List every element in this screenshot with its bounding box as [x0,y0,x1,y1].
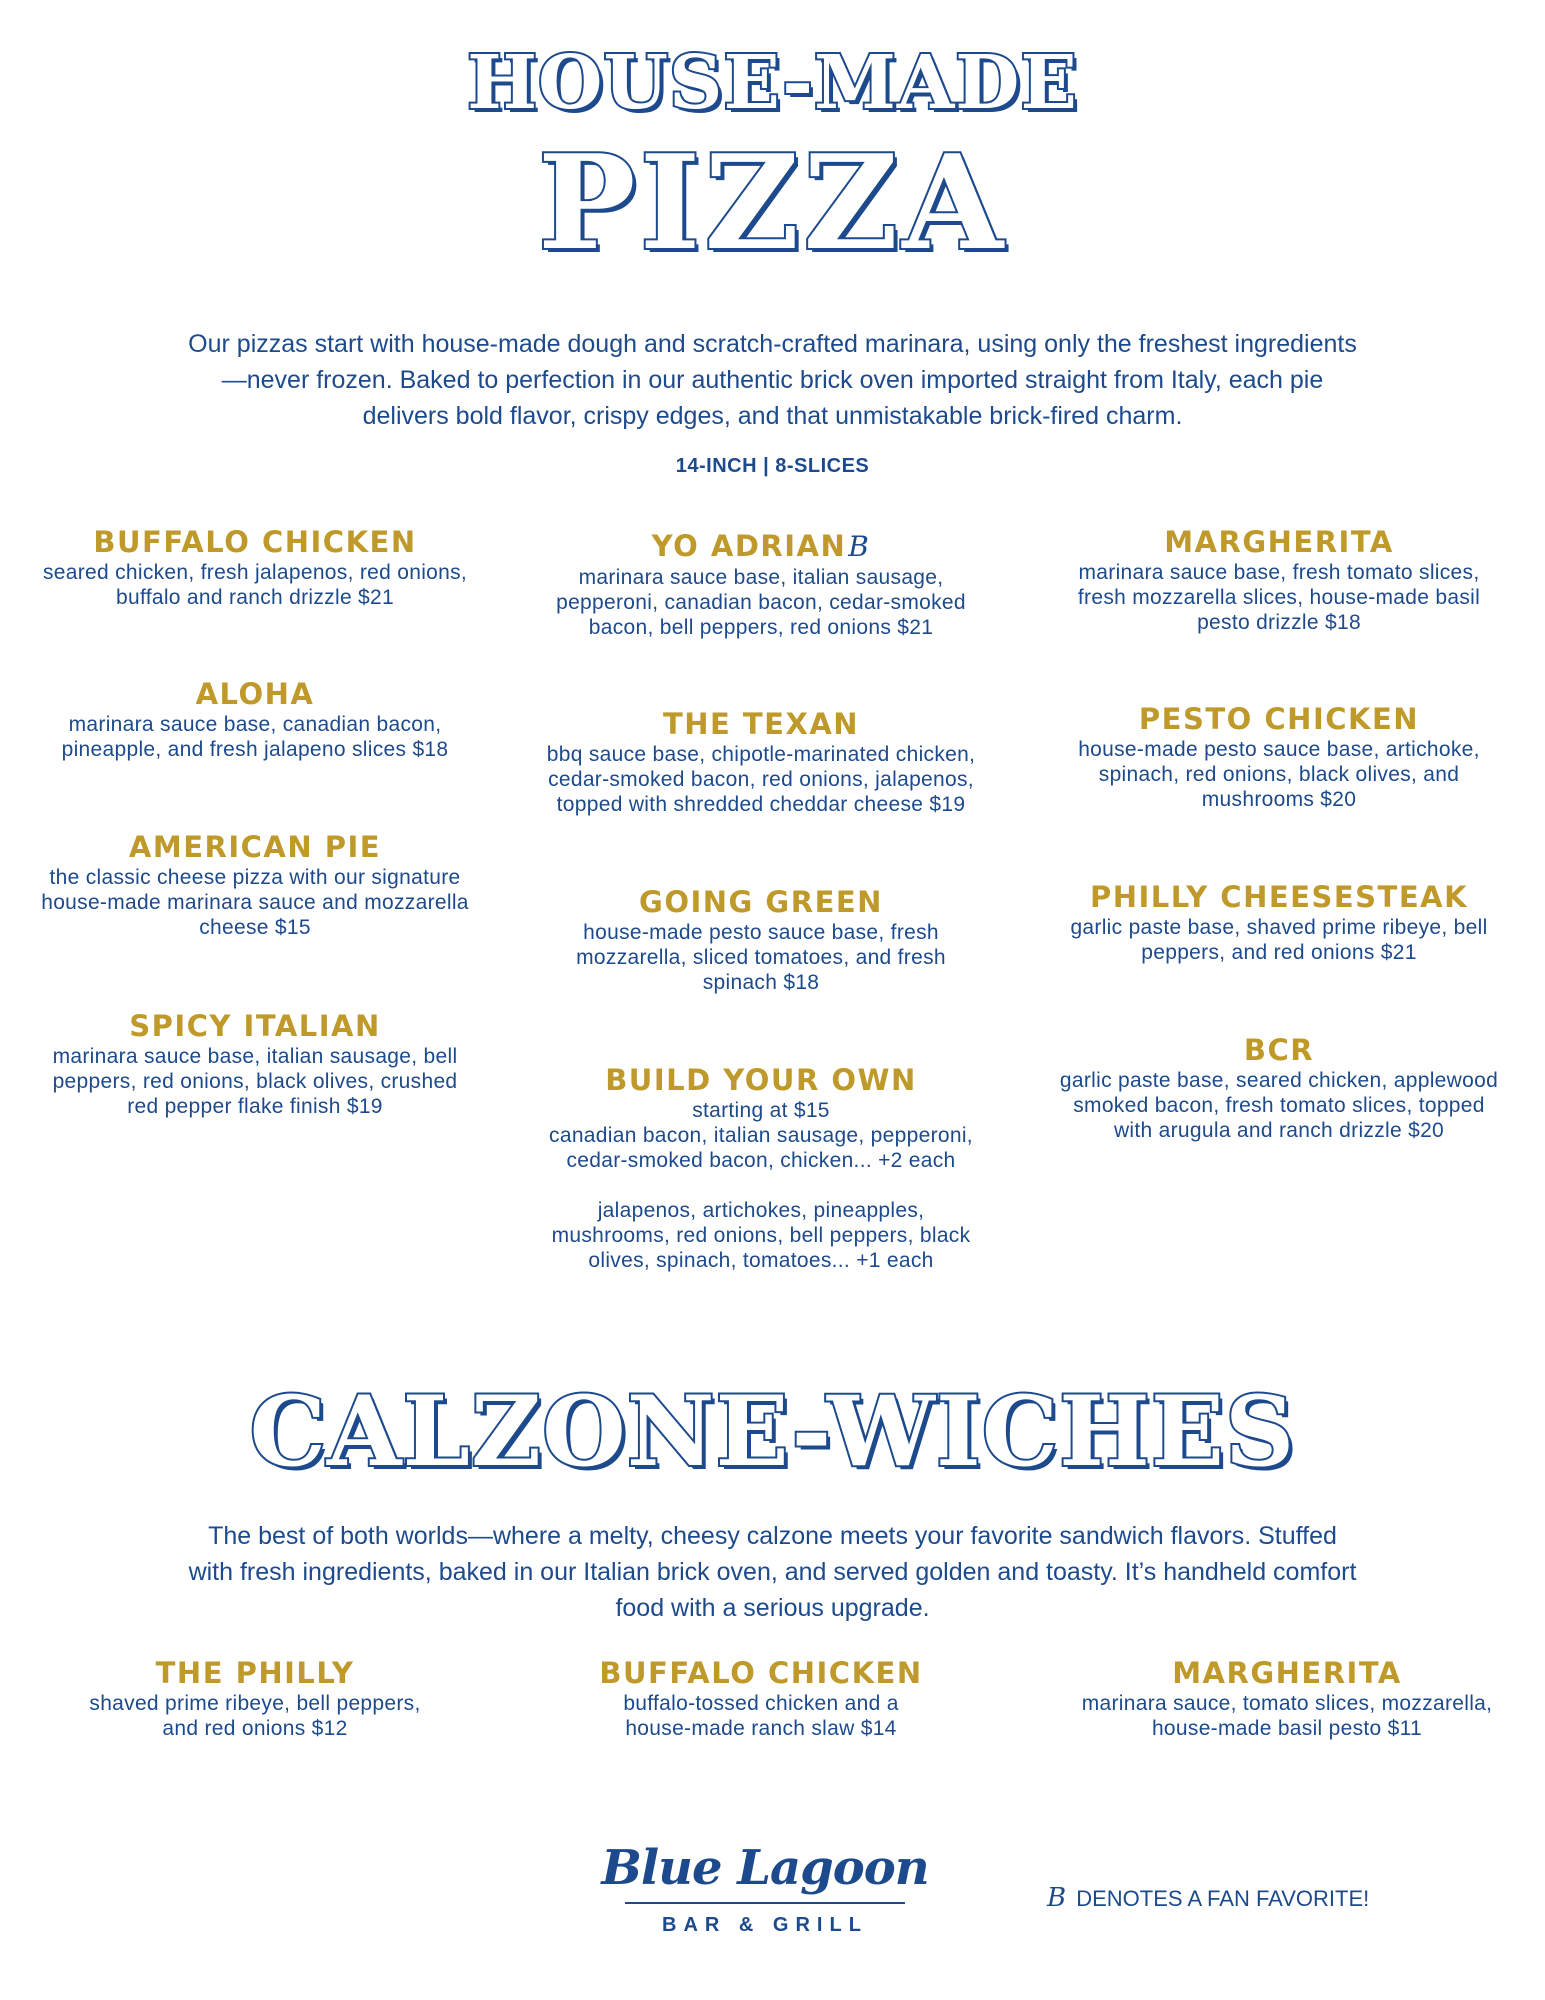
item-desc: house-made ranch slaw $14 [625,1717,897,1740]
pizza-intro-line: delivers bold flavor, crispy edges, and that unmistakable brick-fired charm. [362,402,1183,430]
menu-item-spicy-italian [20,1008,490,1119]
item-name: BUFFALO CHICKEN [93,525,417,559]
logo-subtitle: BAR & GRILL [662,1914,868,1936]
item-desc: the classic cheese pizza with our signature [49,866,461,889]
item-desc: mushrooms, red onions, bell peppers, black [551,1224,971,1247]
item-name: THE TEXAN [662,707,860,741]
item-name: ALOHA [195,677,315,711]
item-desc: smoked bacon, fresh tomato slices, topped [1073,1094,1485,1117]
item-name: SPICY ITALIAN [129,1009,381,1043]
menu-item-pesto-chicken [1044,701,1514,812]
fan-favorite-icon: B [848,530,871,563]
item-name-text: YO ADRIAN [651,529,847,563]
item-name: THE PHILLY [155,1656,355,1690]
item-desc: garlic paste base, shaved prime ribeye, bell [1070,916,1488,939]
calzone-intro-line: food with a serious upgrade. [615,1594,930,1622]
menu-item-going-green [526,884,996,995]
item-desc: cedar-smoked bacon, red onions, jalapenos, [548,768,974,791]
item-desc: and red onions $12 [162,1717,348,1740]
item-name: BUILD YOUR OWN [605,1063,917,1097]
item-desc: cheese $15 [199,916,311,939]
menu-item-yo-adrian [526,528,996,640]
item-name: MARGHERITA [1172,1656,1402,1690]
blue-lagoon-logo [595,1840,935,1937]
logo-script: Blue Lagoon [601,1840,929,1896]
item-desc: seared chicken, fresh jalapenos, red onions, [42,561,468,584]
fan-favorite-legend [1045,1883,1369,1913]
calzone-intro [0,1518,1545,1626]
item-desc: mushrooms $20 [1201,788,1357,811]
menu-item-buffalo-chicken [20,524,490,610]
item-desc: cedar-smoked bacon, chicken... +2 each [566,1149,956,1172]
title-pizza: PIZZA [537,126,1008,279]
calzone-item-the-philly [20,1655,490,1741]
item-desc: garlic paste base, seared chicken, applewood [1059,1069,1499,1092]
title-calzone-wiches: CALZONE-WICHES [249,1375,1296,1488]
logo-divider [625,1902,905,1904]
item-name: PHILLY CHEESESTEAK [1089,880,1469,914]
item-desc: canadian bacon, italian sausage, pepperoni, [549,1124,973,1147]
item-desc: fresh mozzarella slices, house-made basil [1077,586,1481,609]
item-desc: house-made pesto sauce base, fresh [583,921,939,944]
item-desc: spinach $18 [702,971,820,994]
item-desc: marinara sauce base, fresh tomato slices, [1078,561,1480,584]
item-desc: red pepper flake finish $19 [127,1095,383,1118]
item-name: MARGHERITA [1164,525,1394,559]
item-desc: jalapenos, artichokes, pineapples, [597,1199,925,1222]
item-desc: mozzarella, sliced tomatoes, and fresh [576,946,946,969]
menu-item-aloha [20,676,490,762]
item-desc: spinach, red onions, black olives, and [1098,763,1460,786]
item-desc: pesto drizzle $18 [1197,611,1361,634]
item-name: GOING GREEN [639,885,883,919]
item-desc: pepperoni, canadian bacon, cedar-smoked [556,591,966,614]
item-desc: marinara sauce base, italian sausage, [578,566,944,589]
menu-item-american-pie [20,829,490,940]
item-desc: peppers, red onions, black olives, crushed [52,1070,458,1093]
item-desc: pineapple, and fresh jalapeno slices $18 [61,738,449,761]
item-name: BUFFALO CHICKEN [599,1656,923,1690]
calzone-item-buffalo-chicken [526,1655,996,1741]
legend-text: DENOTES A FAN FAVORITE! [1076,1886,1370,1911]
calzone-intro-line: The best of both worlds—where a melty, cheesy calzone meets your favorite sandwich flavors. Stuffed [208,1522,1337,1550]
item-desc: buffalo-tossed chicken and a [623,1692,899,1715]
menu-item-build-your-own [526,1062,996,1273]
fan-favorite-icon: B [1047,1883,1067,1913]
menu-item-philly-cheesesteak [1044,879,1514,965]
item-desc: bacon, bell peppers, red onions $21 [588,616,934,639]
title-house-made: HOUSE-MADE [467,40,1078,126]
item-desc: topped with shredded cheddar cheese $19 [556,793,966,816]
menu-item-the-texan [526,706,996,817]
item-name: BCR [1243,1033,1315,1067]
item-desc: olives, spinach, tomatoes... +1 each [588,1249,934,1272]
item-desc: house-made marinara sauce and mozzarella [41,891,469,914]
item-desc: house-made pesto sauce base, artichoke, [1078,738,1480,761]
item-desc: buffalo and ranch drizzle $21 [116,586,394,609]
pizza-intro-line: Our pizzas start with house-made dough and scratch-crafted marinara, using only the freshest ingredients [188,330,1357,358]
item-name: PESTO CHICKEN [1138,702,1420,736]
calzone-item-margherita [1052,1655,1522,1741]
item-name: AMERICAN PIE [128,830,382,864]
item-desc: peppers, and red onions $21 [1141,941,1417,964]
calzone-intro-line: with fresh ingredients, baked in our Italian brick oven, and served golden and toasty. It’s handheld comfort [188,1558,1357,1586]
item-desc: marinara sauce, tomato slices, mozzarella, [1081,1692,1493,1715]
item-name [526,528,996,565]
menu-item-margherita [1044,524,1514,635]
pizza-size-info: 14-INCH | 8-SLICES [675,455,870,477]
item-desc: with arugula and ranch drizzle $20 [1113,1119,1445,1142]
item-desc: house-made basil pesto $11 [1151,1717,1423,1740]
pizza-intro [0,326,1545,434]
menu-item-bcr [1044,1032,1514,1143]
item-desc: bbq sauce base, chipotle-marinated chicken, [546,743,976,766]
item-desc: marinara sauce base, italian sausage, bell [52,1045,458,1068]
item-desc: starting at $15 [692,1099,830,1122]
item-desc: shaved prime ribeye, bell peppers, [89,1692,421,1715]
pizza-intro-line: —never frozen. Baked to perfection in our authentic brick oven imported straight from Italy, each pie [221,366,1324,394]
item-desc: marinara sauce base, canadian bacon, [68,713,442,736]
